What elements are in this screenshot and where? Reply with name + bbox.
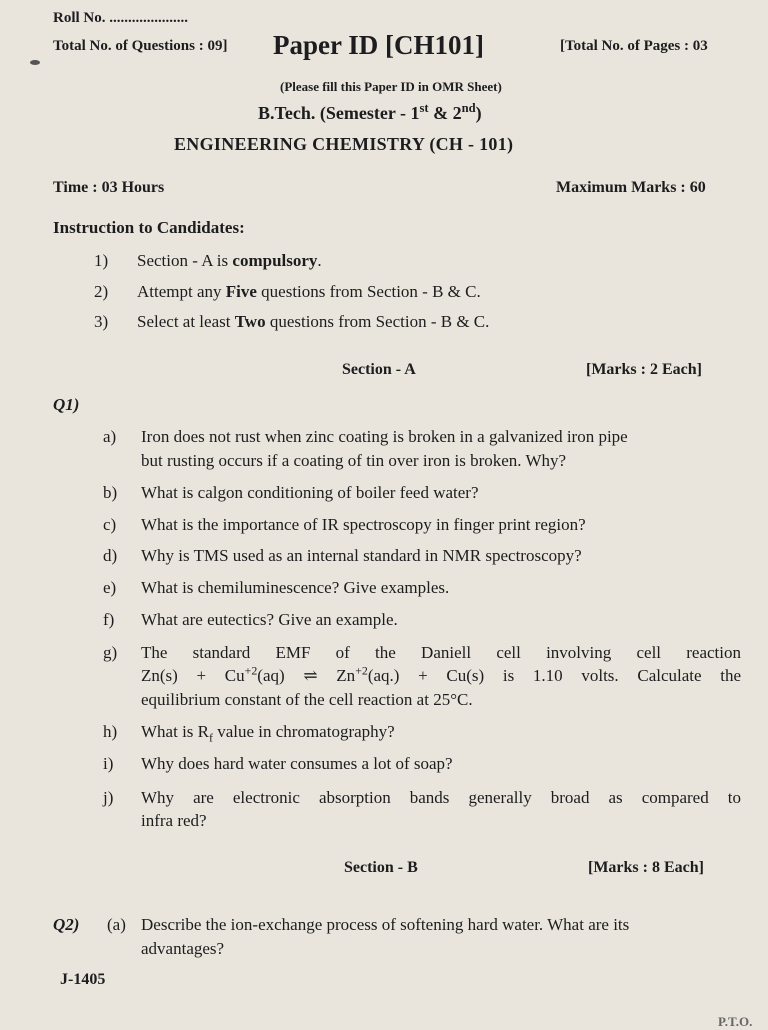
question-letter: j) xyxy=(103,788,114,807)
total-questions: Total No. of Questions : 09] xyxy=(53,38,228,54)
question-text: but rusting occurs if a coating of tin over iron is broken. Why? xyxy=(141,451,567,470)
question-text: advantages? xyxy=(141,939,225,958)
question-equation: $Zn(s) + Cu^{+2}(aq)$ ⇌ $Zn^{+2}(aq.) + Cu(s)$ is 1.10 volts. Calculate the xyxy=(141,663,742,685)
question-text: Describe the ion-exchange process of softening hard water. What are its xyxy=(141,915,630,934)
instructions-title: Instruction to Candidates: xyxy=(53,218,245,237)
maximum-marks: Maximum Marks : 60 xyxy=(556,179,706,196)
question-letter: i) xyxy=(103,754,114,773)
question-text: What is calgon conditioning of boiler feed water? xyxy=(141,483,479,502)
instruction-item: Attempt any Five questions from Section - B & C. xyxy=(137,282,481,301)
instruction-number: 3) xyxy=(94,312,109,331)
roll-no: Roll No. ..................... xyxy=(53,10,188,26)
section-b-marks: [Marks : 8 Each] xyxy=(588,859,704,876)
paper-code: J-1405 xyxy=(60,971,106,988)
question-letter: h) xyxy=(103,722,118,741)
question-text: Why are electronic absorption bands generally broad as compared to xyxy=(141,788,741,807)
question-letter: e) xyxy=(103,578,117,597)
question-text: What is chemiluminescence? Give examples. xyxy=(141,578,450,597)
question-text: Why does hard water consumes a lot of soap? xyxy=(141,754,453,773)
scan-speck xyxy=(30,60,40,65)
section-a-title: Section - A xyxy=(342,361,416,378)
time-allowed: Time : 03 Hours xyxy=(53,179,165,196)
section-b-title: Section - B xyxy=(344,859,418,876)
question-text: equilibrium constant of the cell reaction at 25°C. xyxy=(141,690,473,709)
subject-title: ENGINEERING CHEMISTRY (CH - 101) xyxy=(174,134,514,154)
instruction-item: Section - A is compulsory. xyxy=(137,251,322,270)
equilibrium-arrow-icon: ⇌ xyxy=(303,666,318,685)
question-label: Q1) xyxy=(53,395,80,414)
question-letter: a) xyxy=(103,427,117,446)
question-letter: f) xyxy=(103,610,115,629)
instruction-number: 2) xyxy=(94,282,109,301)
question-letter: c) xyxy=(103,515,117,534)
question-letter: g) xyxy=(103,643,118,662)
question-letter: b) xyxy=(103,483,118,502)
course-title: B.Tech. (Semester - 1st & 2nd) xyxy=(258,101,482,123)
question-text: What is $R_f$ value in chromatography? xyxy=(141,722,395,745)
question-text: Why is TMS used as an internal standard in NMR spectroscopy? xyxy=(141,546,582,565)
omr-note: (Please fill this Paper ID in OMR Sheet) xyxy=(280,79,502,94)
question-text: What is the importance of IR spectroscopy in finger print region? xyxy=(141,515,586,534)
total-pages: [Total No. of Pages : 03 xyxy=(560,38,708,54)
question-part: (a) xyxy=(107,915,126,934)
section-a-marks: [Marks : 2 Each] xyxy=(586,361,702,378)
paper-id: Paper ID [CH101] xyxy=(273,30,484,60)
question-text: infra red? xyxy=(141,811,207,830)
question-text: What are eutectics? Give an example. xyxy=(141,610,398,629)
question-letter: d) xyxy=(103,546,118,565)
page-turn-mark: P.T.O. xyxy=(718,1014,753,1029)
question-label: Q2) xyxy=(53,915,80,934)
instruction-item: Select at least Two questions from Section - B & C. xyxy=(137,312,490,331)
instruction-number: 1) xyxy=(94,251,109,270)
question-text: The standard EMF of the Daniell cell involving cell reaction xyxy=(141,643,741,662)
question-text: Iron does not rust when zinc coating is broken in a galvanized iron pipe xyxy=(141,427,628,446)
